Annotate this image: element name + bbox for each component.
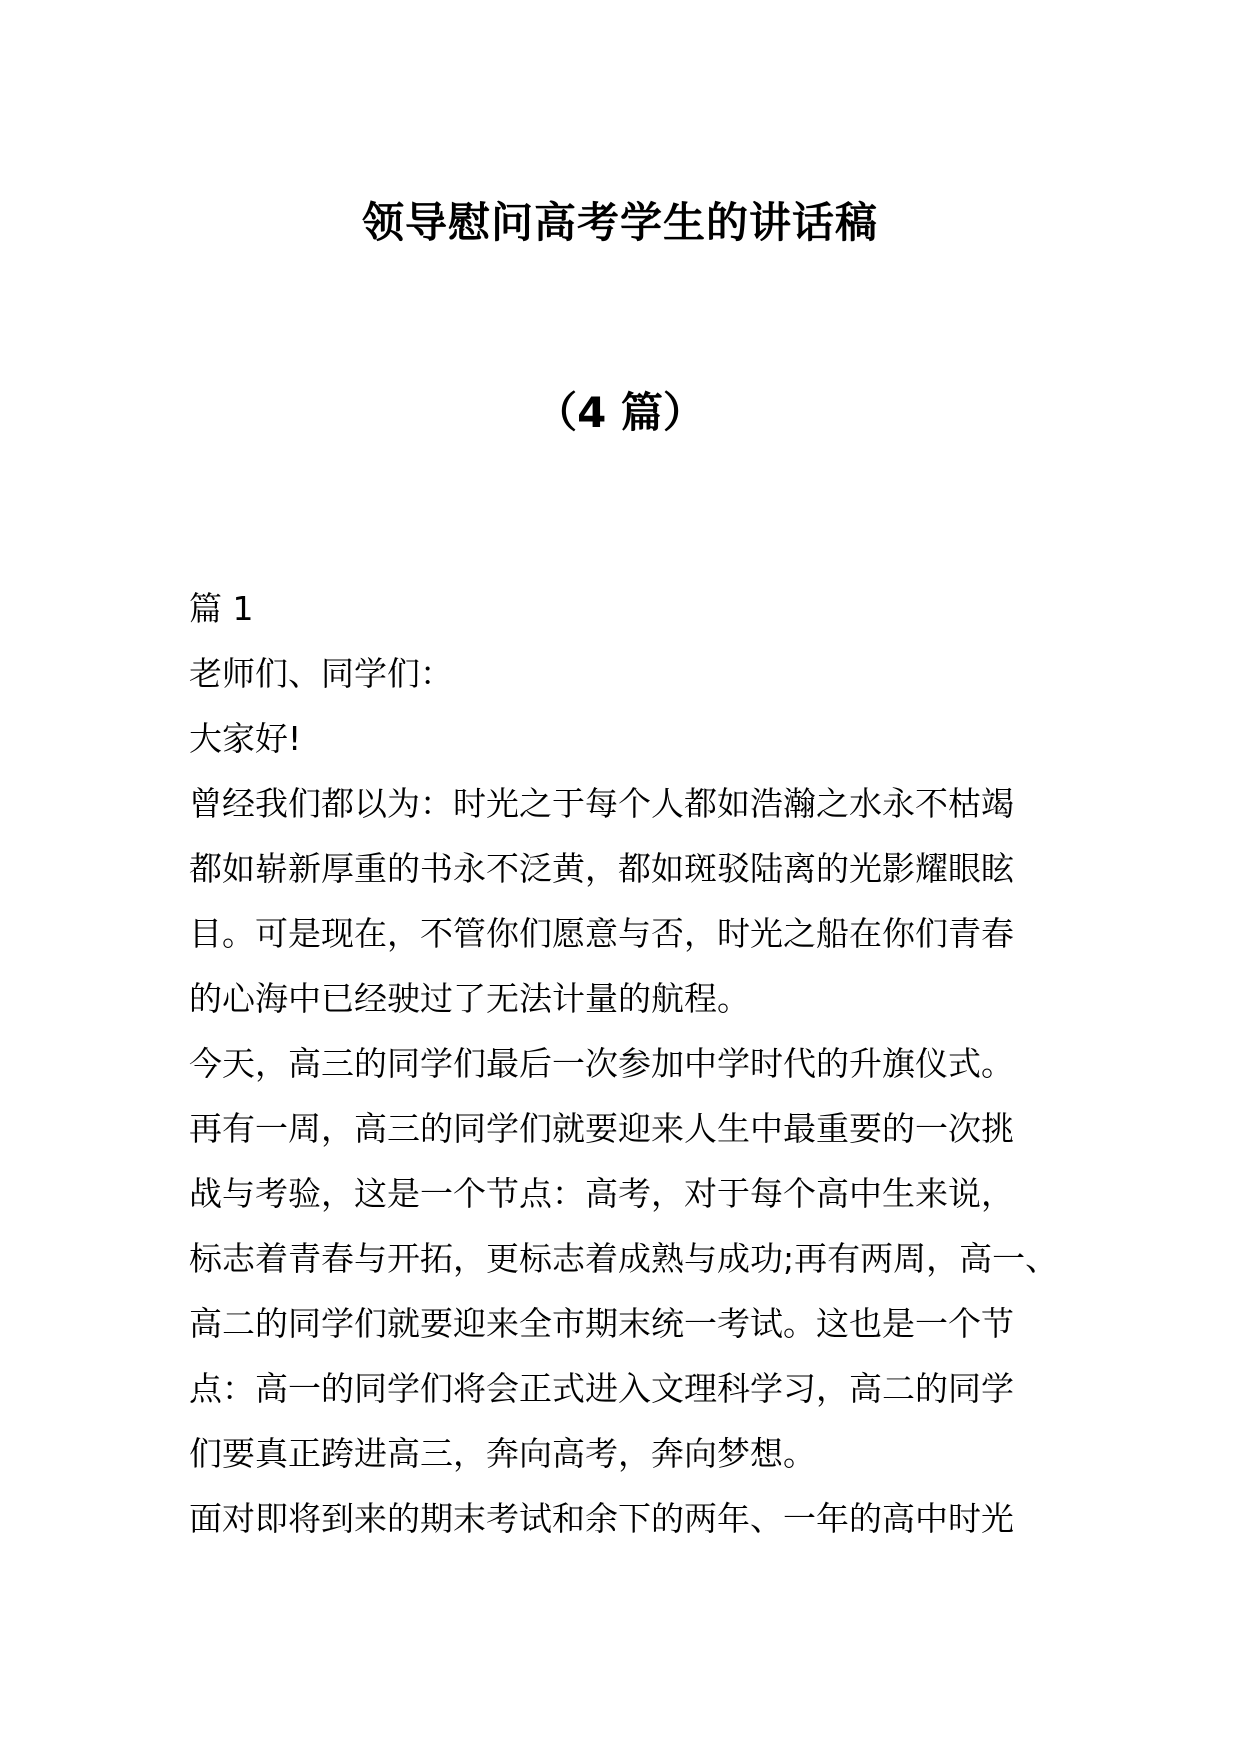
body-line: 今天，高三的同学们最后一次参加中学时代的升旗仪式。 <box>189 1044 1014 1083</box>
body-line: 目。可是现在，不管你们愿意与否，时光之船在你们青春 <box>189 914 1014 953</box>
body-line: 都如崭新厚重的书永不泛黄，都如斑驳陆离的光影耀眼眩 <box>189 849 1014 888</box>
salutation: 老师们、同学们： <box>189 654 453 693</box>
body-line: 点：高一的同学们将会正式进入文理科学习，高二的同学 <box>189 1369 1014 1408</box>
body-line: 曾经我们都以为：时光之于每个人都如浩瀚之水永不枯竭 <box>189 784 1014 823</box>
body-line: 面对即将到来的期末考试和余下的两年、一年的高中时光 <box>189 1499 1014 1538</box>
body-line: 战与考验，这是一个节点：高考，对于每个高中生来说， <box>189 1174 1014 1213</box>
section-heading: 篇 1 <box>189 589 254 628</box>
document-title: 领导慰问高考学生的讲话稿 <box>361 198 878 247</box>
body-line: 们要真正跨进高三，奔向高考，奔向梦想。 <box>189 1434 816 1473</box>
body-line: 高二的同学们就要迎来全市期末统一考试。这也是一个节 <box>189 1304 1014 1343</box>
greeting: 大家好! <box>189 719 302 758</box>
body-line: 标志着青春与开拓，更标志着成熟与成功;再有两周，高一、 <box>189 1239 1059 1278</box>
document-subtitle: （4 篇） <box>535 388 705 437</box>
body-line: 再有一周，高三的同学们就要迎来人生中最重要的一次挑 <box>189 1109 1014 1148</box>
document-body <box>189 576 1069 1551</box>
body-line: 的心海中已经驶过了无法计量的航程。 <box>189 979 750 1018</box>
